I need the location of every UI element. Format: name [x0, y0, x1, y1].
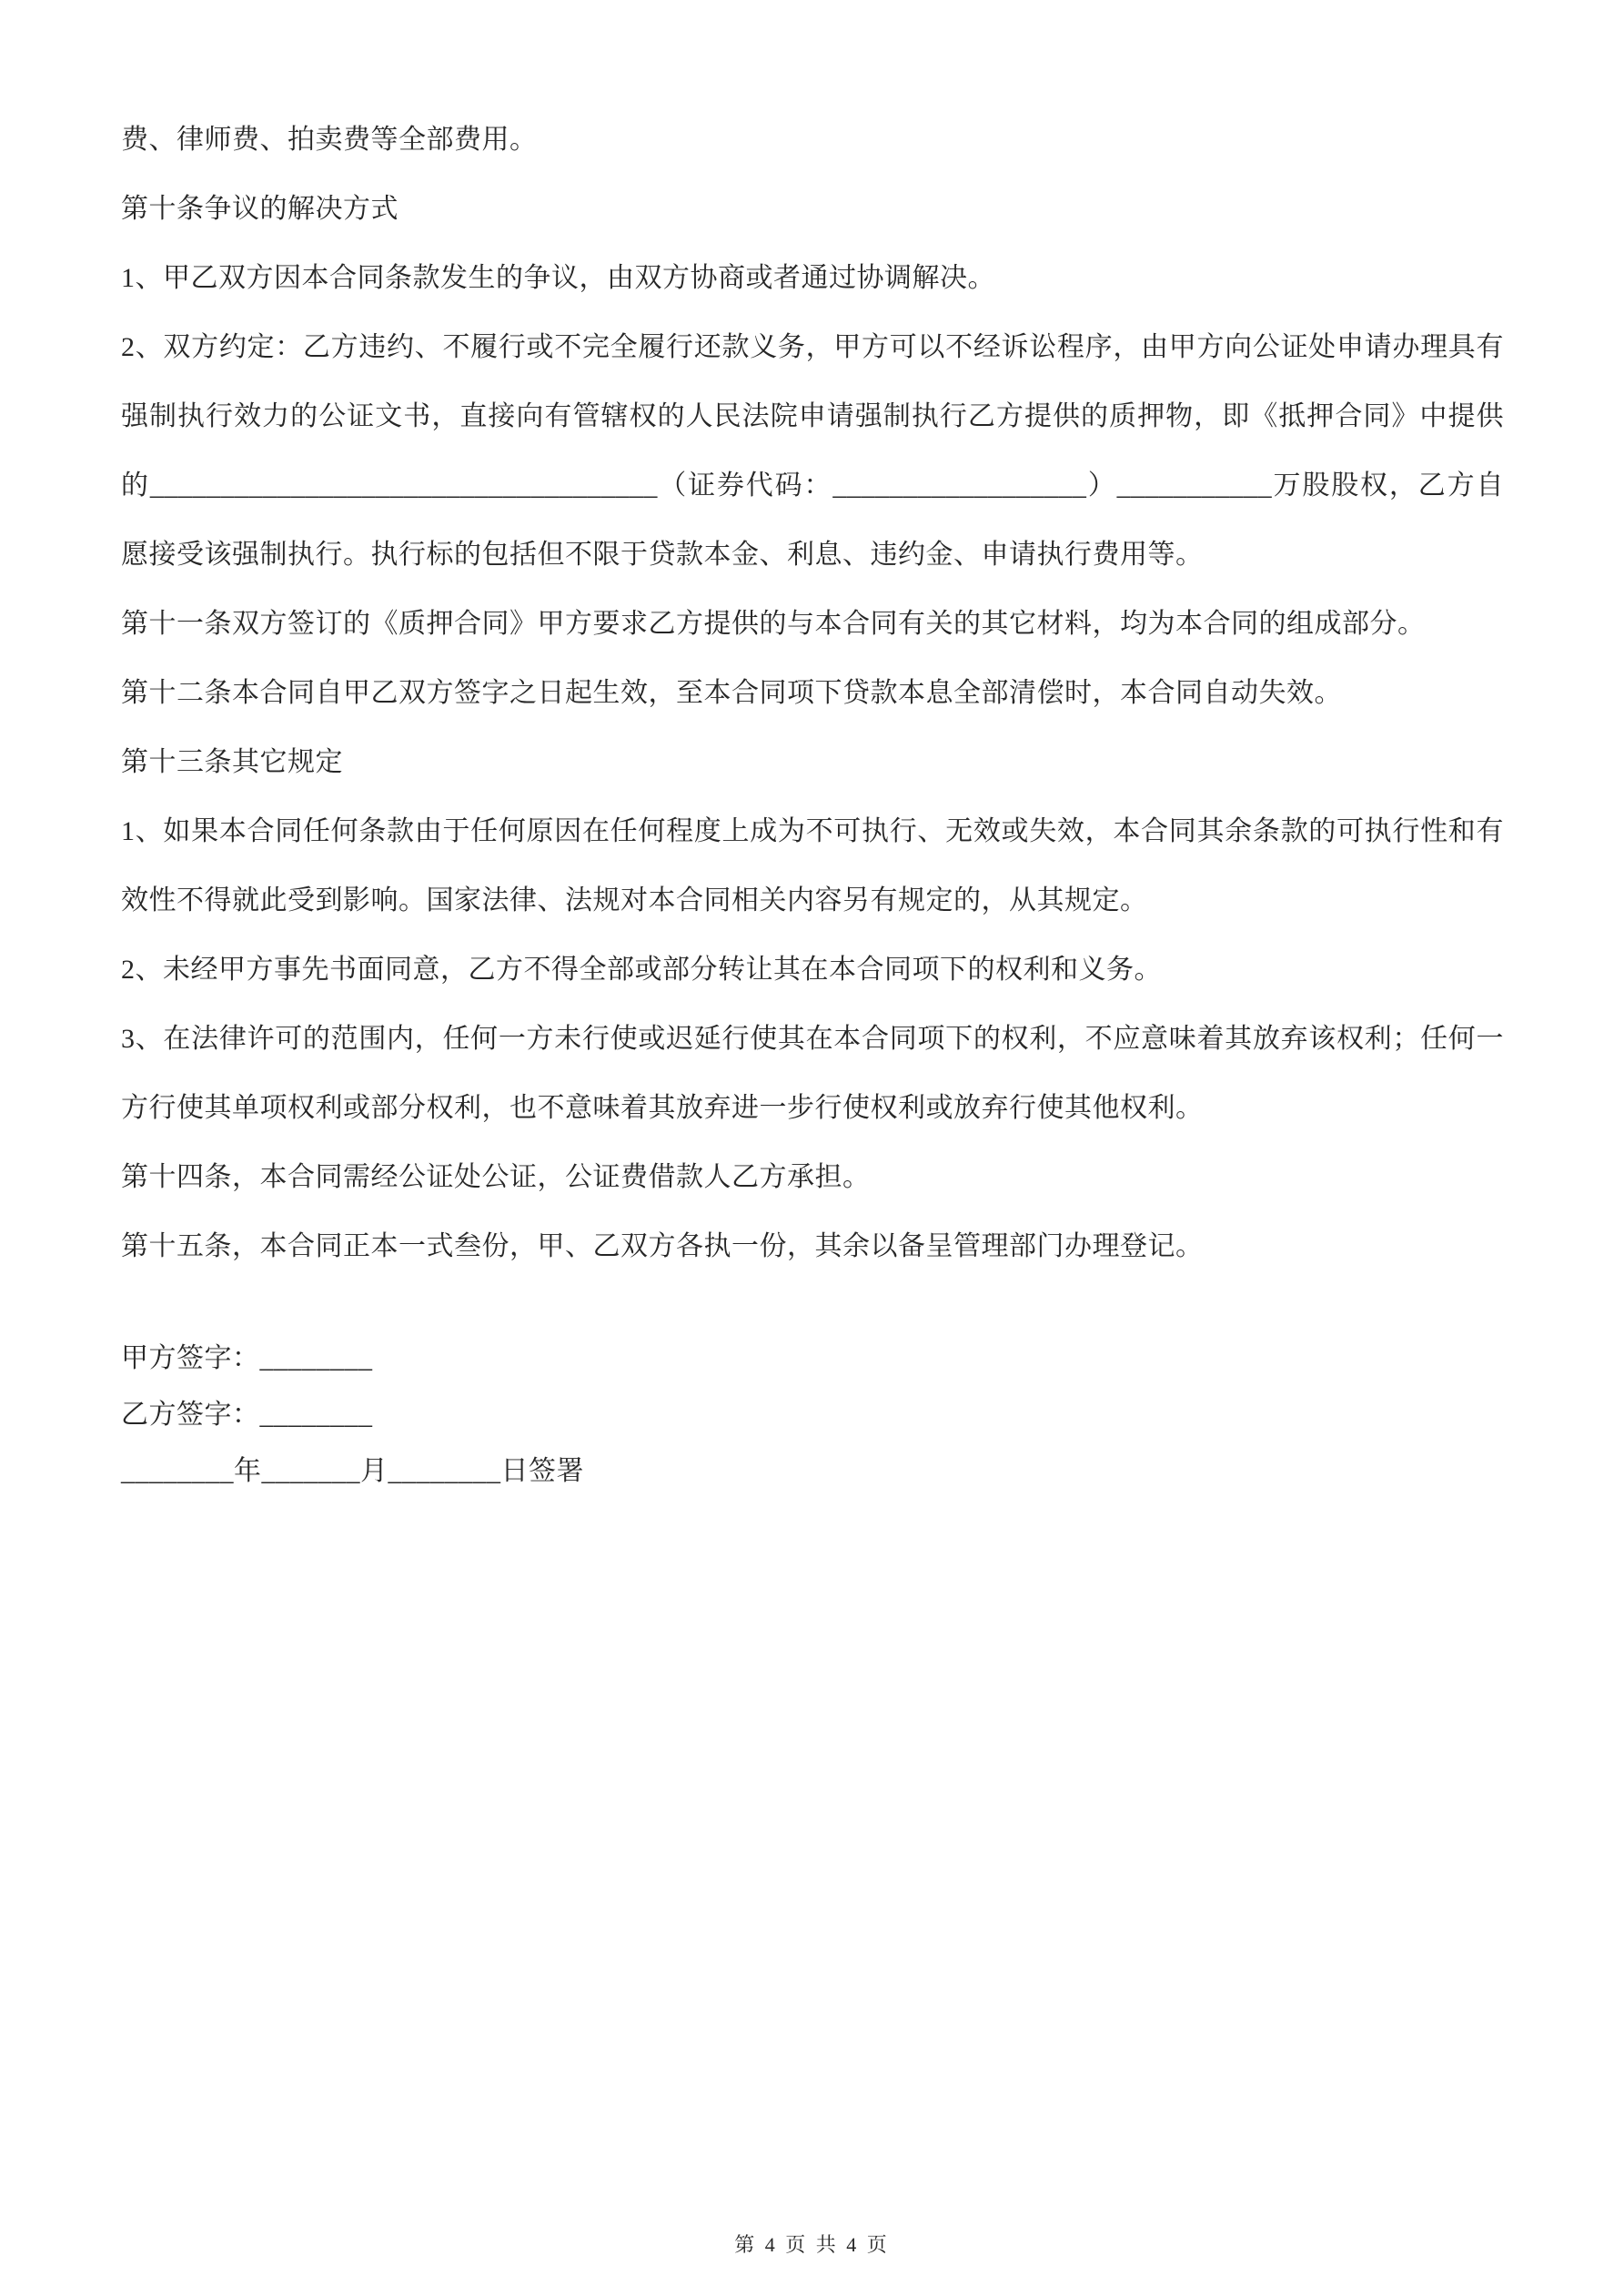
signature-date-line: ________年_______月________日签署 — [121, 1456, 584, 1486]
clause-10-item-1: 1、甲乙双方因本合同条款发生的争议，由双方协商或者通过协调解决。 — [121, 263, 995, 293]
signature-block — [121, 1330, 1504, 1500]
clause-13-item-3: 3、在法律许可的范围内，任何一方未行使或迟延行使其在本合同项下的权利，不应意味着其放弃该权利；任何一方行使其单项权利或部分权利，也不意味着其放弃进一步行使权利或放弃行使其他权利。 — [121, 1024, 1504, 1123]
clause-10-heading: 第十条争议的解决方式 — [121, 194, 398, 224]
signature-line-party-b: 乙方签字：________ — [121, 1400, 373, 1430]
clause-13-heading: 第十三条其它规定 — [121, 747, 343, 777]
clause-12: 第十二条本合同自甲乙双方签字之日起生效，至本合同项下贷款本息全部清偿时，本合同自动失效。 — [121, 678, 1342, 708]
paragraph-fees-continuation: 费、律师费、拍卖费等全部费用。 — [121, 125, 538, 155]
clause-14: 第十四条，本合同需经公证处公证，公证费借款人乙方承担。 — [121, 1162, 871, 1192]
document-body — [121, 106, 1504, 1500]
clause-13-item-2: 2、未经甲方事先书面同意，乙方不得全部或部分转让其在本合同项下的权利和义务。 — [121, 955, 1162, 985]
clause-11: 第十一条双方签订的《质押合同》甲方要求乙方提供的与本合同有关的其它材料，均为本合同的组成部分。 — [121, 609, 1426, 639]
clause-15: 第十五条，本合同正本一式叁份，甲、乙双方各执一份，其余以备呈管理部门办理登记。 — [121, 1231, 1204, 1261]
clause-13-item-1: 1、如果本合同任何条款由于任何原因在任何程度上成为不可执行、无效或失效，本合同其余条款的可执行性和有效性不得就此受到影响。国家法律、法规对本合同相关内容另有规定的，从其规定。 — [121, 816, 1504, 915]
signature-line-party-a: 甲方签字：________ — [121, 1343, 373, 1373]
clause-10-item-2: 2、双方约定：乙方违约、不履行或不完全履行还款义务，甲方可以不经诉讼程序，由甲方向公证处申请办理具有强制执行效力的公证文书，直接向有管辖权的人民法院申请强制执行乙方提供的质押物，即《抵押合同》中提供的____________________________________（证券代码：__________________）___________万股股权，乙方自愿接受该强制执行。执行标的包括但不限于贷款本金、利息、违约金、申请执行费用等。 — [121, 332, 1504, 570]
page-number-footer: 第 4 页 共 4 页 — [734, 2233, 890, 2256]
